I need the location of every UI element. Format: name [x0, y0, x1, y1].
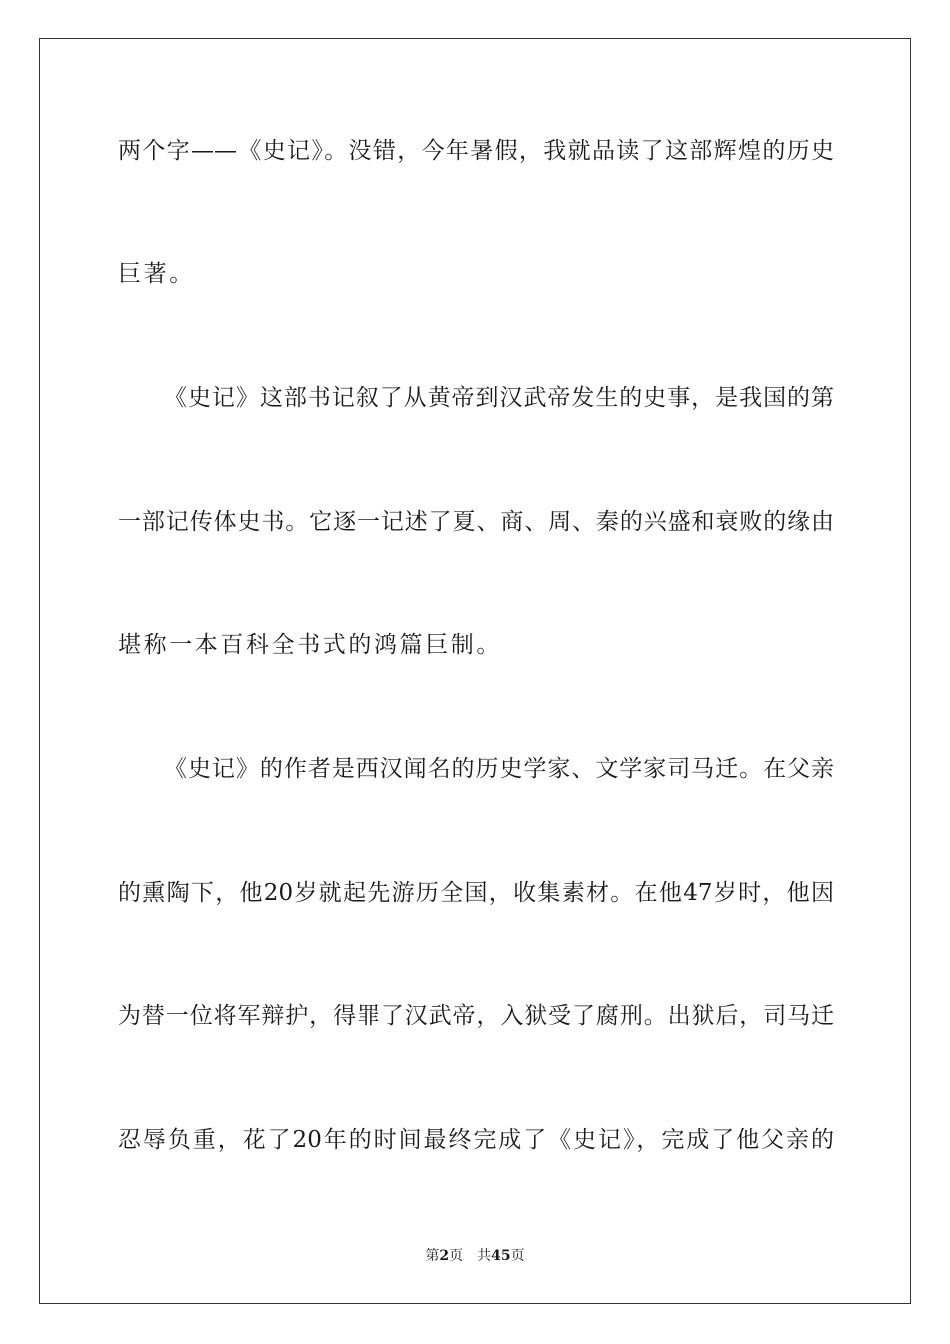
text-line-7: 的熏陶下，他20岁就起先游历全国，收集素材。在他47岁时，他因	[118, 880, 834, 906]
text-line-4: 一部记传体史书。它逐一记述了夏、商、周、秦的兴盛和衰败的缘由	[118, 509, 834, 535]
page-number: 2	[439, 1248, 450, 1264]
text-line-3: 《史记》这部书记叙了从黄帝到汉武帝发生的史事，是我国的第	[164, 385, 834, 411]
text-line-2: 巨著。	[118, 261, 195, 287]
text-line-6: 《史记》的作者是西汉闻名的历史学家、文学家司马迁。在父亲	[164, 756, 834, 782]
text-line-8: 为替一位将军辩护，得罪了汉武帝，入狱受了腐刑。出狱后，司马迁	[118, 1003, 834, 1029]
page-prefix: 第	[425, 1248, 440, 1264]
page-footer	[0, 1247, 950, 1265]
text-line-5: 堪称一本百科全书式的鸿篇巨制。	[118, 632, 502, 658]
total-prefix: 共	[477, 1248, 492, 1264]
page-border	[39, 38, 911, 1304]
total-pages: 45	[491, 1248, 511, 1264]
total-suffix: 页	[510, 1248, 525, 1264]
page-suffix: 页	[449, 1248, 464, 1264]
text-line-9: 忍辱负重，花了20年的时间最终完成了《史记》，完成了他父亲的	[118, 1127, 834, 1153]
text-line-1: 两个字——《史记》。没错，今年暑假，我就品读了这部辉煌的历史	[118, 138, 834, 164]
